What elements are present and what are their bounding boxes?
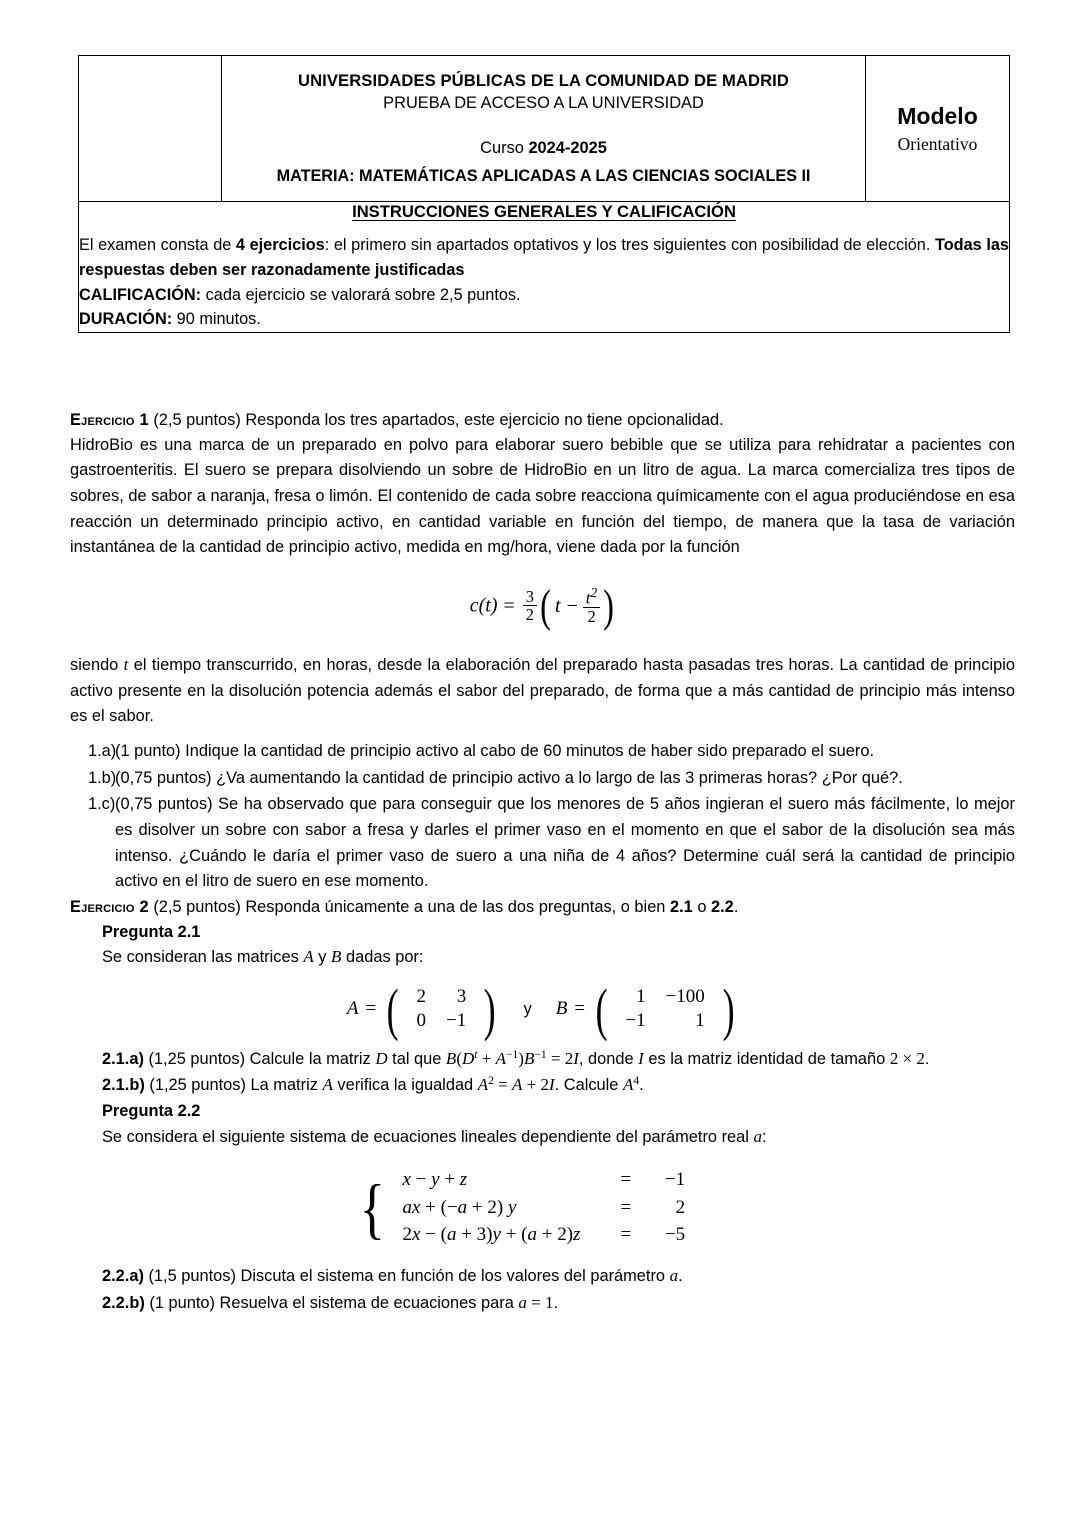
model-cell xyxy=(866,56,1010,202)
item-2-2-a-text-b: . xyxy=(678,1267,683,1286)
matrix-a-open-paren: ( xyxy=(386,976,399,1042)
parameter-a-reference: a xyxy=(753,1126,762,1146)
formula-inner-operator: − xyxy=(566,594,578,617)
table-row xyxy=(619,985,710,1009)
instructions-line2 xyxy=(79,283,1009,308)
equation-3-lhs: 2x − (a + 3)y + (a + 2)z xyxy=(402,1224,581,1246)
item-2-2-b-text-a: (1 punto) Resuelva el sistema de ecuaciones para xyxy=(144,1294,519,1313)
formula-coef-denominator: 2 xyxy=(523,605,537,624)
formula-inner-num-exponent: 2 xyxy=(590,584,598,600)
exercise-2-label: Ejercicio 2 xyxy=(70,898,149,917)
exercise-2-conjunction: o xyxy=(692,898,712,917)
instr-text-1b: 4 ejercicios xyxy=(235,236,325,254)
pregunta-2-1-intro-b: y xyxy=(313,948,332,967)
exam-header-table xyxy=(78,55,1010,333)
matrix-b-cell-0-0: 1 xyxy=(636,985,646,1007)
formula-close-paren: ) xyxy=(603,580,615,631)
item-2-1-a-text-b: tal que xyxy=(387,1049,446,1068)
item-2-1-b xyxy=(70,1072,1015,1099)
formula-inner-num-base: t xyxy=(585,588,591,608)
exercise-2-heading xyxy=(70,895,1015,920)
instructions-line3 xyxy=(79,307,1009,332)
formula-inner-fraction xyxy=(583,586,600,626)
formula-inner-numerator xyxy=(583,586,600,607)
after-formula-text-a: siendo xyxy=(70,655,124,674)
system-left-brace: { xyxy=(359,1169,385,1246)
after-formula-variable: t xyxy=(123,654,129,674)
matrices-separator: y xyxy=(523,999,532,1018)
item-2-2-a xyxy=(70,1263,1015,1290)
item-2-1-a-text-c: , donde xyxy=(578,1049,639,1068)
item-2-2-a-text-a: (1,5 puntos) Discuta el sistema en función de los valores del parámetro xyxy=(143,1267,670,1286)
matrix-a-values xyxy=(411,985,473,1034)
pregunta-2-2-intro xyxy=(70,1124,1015,1151)
instr-text-1c: : el primero sin apartados optativos y los tres siguientes con posibilidad de elección. xyxy=(324,236,935,254)
equation-1-equals: = xyxy=(620,1168,632,1190)
item-text-1b: (0,75 puntos) ¿Va aumentando la cantidad de principio activo a lo largo de las 3 primeras horas? ¿Por qué?. xyxy=(115,768,903,787)
matrices-display xyxy=(70,976,1015,1042)
pregunta-2-1-title: Pregunta 2.1 xyxy=(102,922,201,941)
duracion-label: DURACIÓN: xyxy=(79,310,173,329)
item-2-1-b-result: $A^4$ xyxy=(622,1074,640,1095)
matrix-b-reference: B xyxy=(331,947,342,967)
table-row xyxy=(390,1222,685,1250)
instructions-cell xyxy=(79,202,1010,333)
list-item xyxy=(70,739,1015,765)
item-label-1c: 1.c) xyxy=(88,795,116,814)
item-2-1-b-text-a: (1,25 puntos) La matriz xyxy=(144,1076,323,1095)
calificacion-label: CALIFICACIÓN: xyxy=(79,285,202,304)
instructions-line1 xyxy=(79,236,1009,279)
formula-coefficient-fraction xyxy=(523,588,537,624)
table-row xyxy=(411,1009,473,1033)
item-2-1-a-equation: $B(D^t + A^{-1})B^{-1} = 2I$ xyxy=(445,1047,579,1068)
exercise-2-option-2: 2.2 xyxy=(711,898,734,917)
pregunta-2-1-intro-a: Se consideran las matrices xyxy=(102,948,304,967)
matrix-b-cell-0-1: −100 xyxy=(665,985,705,1007)
matrix-b-values xyxy=(619,985,710,1034)
exercise-1-heading xyxy=(70,408,1015,433)
equation-3-equals: = xyxy=(620,1224,632,1246)
exam-body xyxy=(70,408,1015,1317)
formula-open-paren: ( xyxy=(540,580,551,631)
list-item xyxy=(70,766,1015,792)
formula-equals: = xyxy=(503,594,515,617)
equation-1-lhs: x − y + z xyxy=(402,1168,468,1190)
calificacion-text: cada ejercicio se valorará sobre 2,5 puntos. xyxy=(201,285,521,304)
item-2-1-a xyxy=(70,1046,1015,1073)
formula-inner-variable: t xyxy=(555,594,561,617)
item-label-2-1-b: 2.1.b) xyxy=(102,1076,145,1095)
matrix-a-cell-0-1: 3 xyxy=(456,985,467,1007)
exam-type-label: PRUEBA DE ACCESO A LA UNIVERSIDAD xyxy=(383,94,704,113)
model-subtitle: Orientativo xyxy=(897,133,978,154)
matrix-b-name: B xyxy=(555,998,568,1020)
header-instructions-row xyxy=(79,202,1010,333)
table-row xyxy=(411,985,473,1009)
matrix-a-equation xyxy=(346,976,500,1042)
matrix-a-cell-1-1: −1 xyxy=(446,1010,467,1032)
item-label-2-2-a: 2.2.a) xyxy=(102,1267,144,1286)
item-2-1-a-text-e: . xyxy=(924,1049,930,1068)
instr-text-1a: El examen consta de xyxy=(79,236,236,254)
equation-3-rhs: −5 xyxy=(664,1224,686,1246)
item-text-1a: (1 punto) Indique la cantidad de principio activo al cabo de 60 minutos de haber sido preparado el suero. xyxy=(115,741,875,760)
pregunta-2-1-intro xyxy=(70,944,1015,971)
curso-label: Curso xyxy=(480,138,529,157)
list-item xyxy=(70,792,1015,895)
matrix-a-reference: A xyxy=(303,947,314,967)
matrix-b-equals: = xyxy=(574,998,586,1020)
exercise-2-option-1: 2.1 xyxy=(669,898,693,917)
item-2-2-b xyxy=(70,1290,1015,1317)
pregunta-2-2-intro-a: Se considera el siguiente sistema de ecuaciones lineales dependiente del parámetro real xyxy=(102,1127,754,1146)
equation-1-rhs: −1 xyxy=(664,1168,686,1190)
item-2-2-b-math: a = 1 xyxy=(518,1293,554,1313)
curso-line xyxy=(222,137,865,160)
after-formula-text-b: el tiempo transcurrido, en horas, desde la elaboración del preparado hasta pasadas tres horas. La cantidad de principio activo presente en la disolución potencia además el sabor del preparado, de forma que a más cantidad de principio más intenso es el sabor. xyxy=(70,655,1015,726)
item-label-2-2-b: 2.2.b) xyxy=(102,1294,145,1313)
instructions-body xyxy=(79,233,1009,332)
pregunta-2-2-title: Pregunta 2.2 xyxy=(102,1102,201,1121)
matrix-b-open-paren: ( xyxy=(595,976,608,1042)
equation-2-equals: = xyxy=(620,1196,632,1218)
exercise-1-heading-rest: (2,5 puntos) Responda los tres apartados, este ejercicio no tiene opcionalidad. xyxy=(148,411,724,429)
duracion-text: 90 minutos. xyxy=(172,310,261,329)
matrix-a-cell-0-0: 2 xyxy=(416,985,427,1007)
model-title: Modelo xyxy=(897,102,978,129)
item-2-1-a-text-d: es la matriz identidad de tamaño xyxy=(643,1049,890,1068)
equation-2-lhs: ax + (−a + 2) y xyxy=(402,1196,517,1218)
exercise-1-after-formula xyxy=(70,652,1015,730)
item-2-1-b-text-c: . Calcule xyxy=(554,1076,623,1095)
matrix-b-cell-1-1: 1 xyxy=(695,1010,705,1032)
pregunta-2-2-intro-b: : xyxy=(761,1127,767,1146)
logo-cell xyxy=(79,56,222,202)
table-row xyxy=(619,1009,710,1033)
exercise-1-intro: HidroBio es una marca de un preparado en polvo para elaborar suero bebible que se utiliza para rehidratar a pacientes con gastroenteritis. El suero se prepara disolviendo un sobre de HidroBio en un litro de agua. La marca comercializa tres tipos de sobres, de sabor a naranja, fresa o limón. El contenido de cada sobre reacciona químicamente con el agua produciéndose en esa reacción un determinado principio activo, en cantidad variable en función del tiempo, de manera que la tasa de variación instantánea de la cantidad de principio activo, medida en mg/hora, viene dada por la función xyxy=(70,435,1015,557)
exercise-1-items xyxy=(70,739,1015,895)
exercise-2-heading-end: . xyxy=(733,898,739,917)
item-2-1-b-equation: $A^2 = A + 2I$ xyxy=(477,1074,555,1095)
formula-coef-numerator: 3 xyxy=(525,586,534,606)
matrix-a-cell-1-0: 0 xyxy=(416,1010,427,1032)
item-label-1a: 1.a) xyxy=(88,741,117,760)
item-2-1-a-math-i: I xyxy=(638,1048,644,1068)
exam-page xyxy=(70,0,1015,1527)
item-2-1-a-text-a: (1,25 puntos) Calcule la matriz xyxy=(143,1049,376,1068)
item-2-1-b-text-d: . xyxy=(639,1076,644,1095)
instr-text-1d: Todas las respuestas deben ser razonadamente justificadas xyxy=(79,236,1009,279)
item-2-2-a-math: a xyxy=(669,1266,679,1286)
system-inner xyxy=(356,1166,685,1249)
item-2-1-b-text-b: verifica la igualdad xyxy=(332,1076,478,1095)
matrix-a-close-paren: ) xyxy=(483,976,496,1042)
item-text-1c: (0,75 puntos) Se ha observado que para conseguir que los menores de 5 años ingieran el suero más fácilmente, lo mejor es disolver un sobre con sabor a fresa y darles el primer vaso en el momento en que el sabor de la disolución sea más intenso. ¿Cuándo le daría el primer vaso de suero a una niña de 4 años? Determine cuál será la cantidad de principio activo en el litro de suero en ese momento. xyxy=(115,795,1015,891)
matrix-a-name: A xyxy=(346,998,359,1020)
exercise-1-label: Ejercicio 1 xyxy=(70,411,149,429)
formula-inner-denominator: 2 xyxy=(583,607,600,626)
table-row xyxy=(390,1194,685,1222)
item-2-2-b-text-b: . xyxy=(553,1294,559,1313)
item-label-1b: 1.b) xyxy=(88,768,117,787)
item-2-1-a-size: 2 × 2 xyxy=(889,1048,925,1068)
exercise-2-heading-text: (2,5 puntos) Responda únicamente a una de las dos preguntas, o bien xyxy=(148,898,670,917)
instructions-title: INSTRUCCIONES GENERALES Y CALIFICACIÓN xyxy=(352,202,736,221)
matrix-b-close-paren: ) xyxy=(722,976,735,1042)
pregunta-2-1-intro-c: dadas por: xyxy=(341,948,424,967)
formula-lhs: c(t) xyxy=(469,594,498,617)
item-label-2-1-a: 2.1.a) xyxy=(102,1049,144,1068)
system-equations-table xyxy=(390,1166,685,1249)
equation-2-rhs: 2 xyxy=(675,1196,686,1218)
curso-value: 2024-2025 xyxy=(528,138,607,157)
item-2-1-a-math-d: D xyxy=(375,1048,388,1068)
table-row xyxy=(390,1166,685,1194)
matrix-b-cell-1-0: −1 xyxy=(625,1010,646,1032)
matrix-b-equation xyxy=(555,976,738,1042)
system-of-equations xyxy=(70,1166,1015,1249)
header-center-cell xyxy=(222,56,866,202)
formula-c-of-t xyxy=(70,581,1015,633)
header-top-row xyxy=(79,56,1010,202)
matrix-a-equals: = xyxy=(365,998,377,1020)
item-2-1-b-math-a: A xyxy=(322,1075,333,1095)
institution-title: UNIVERSIDADES PÚBLICAS DE LA COMUNIDAD DE MADRID xyxy=(298,71,789,91)
subject-line: MATERIA: MATEMÁTICAS APLICADAS A LAS CIENCIAS SOCIALES II xyxy=(276,166,811,185)
